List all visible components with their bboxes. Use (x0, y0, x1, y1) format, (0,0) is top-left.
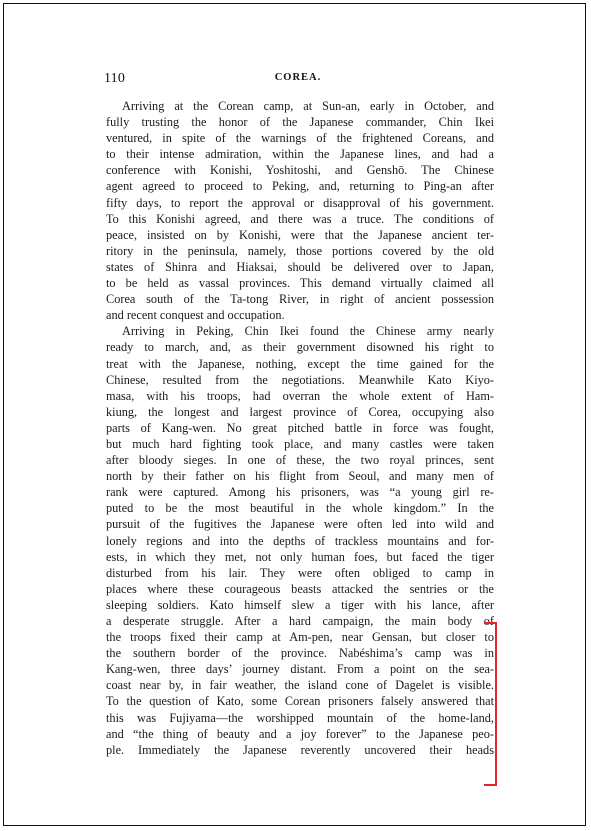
text-line: the troops fixed their camp at Am-pen, near Gensan, but closer to (106, 630, 494, 645)
body-text (106, 98, 494, 758)
text-line: Corea south of the Ta-tong River, in right of ancient possession (106, 292, 494, 307)
text-line: masa, with his troops, had overran the whole extent of Ham- (106, 388, 494, 403)
text-line: Arriving at the Corean camp, at Sun-an, early in October, and (122, 99, 494, 113)
text-line: ests, in which they met, not only human foes, but faced the tiger (106, 549, 494, 564)
text-line: and “the thing of beauty and a joy forever” to the Japanese peo- (106, 726, 494, 741)
text-line: To the question of Kato, some Corean prisoners falsely answered that (106, 694, 494, 709)
text-line: and recent conquest and occupation. (106, 308, 285, 323)
text-line: kiung, the longest and largest province of Corea, occupying also (106, 404, 494, 419)
text-line: ventured, in spite of the warnings of the frightened Coreans, and (106, 131, 494, 146)
text-line: lonely regions and into the depths of trackless mountains and for- (106, 533, 494, 548)
text-line: ritory in the peninsula, namely, those portions covered by the old (106, 243, 494, 258)
text-line: this was Fujiyama—the worshipped mountain of the home-land, (106, 710, 494, 725)
text-line: conference with Konishi, Yoshitoshi, and Genshō. The Chinese (106, 163, 494, 178)
text-line: the southern border of the province. Nabéshima’s camp was in (106, 646, 494, 661)
text-line: places where these courageous beasts attacked the sentries or the (106, 581, 494, 596)
annotation-bracket (484, 622, 497, 786)
text-line: states of Shinra and Hiaksai, should be delivered over to Japan, (106, 259, 494, 274)
text-line: to be held as vassal provinces. This demand virtually claimed all (106, 276, 494, 291)
text-line: Arriving in Peking, Chin Ikei found the Chinese army nearly (122, 324, 494, 339)
running-head: COREA. (274, 72, 322, 83)
text-line: disturbed from his lair. They were often obliged to camp in (106, 565, 494, 580)
text-line: after bloody sieges. In one of these, the two royal princes, sent (106, 453, 494, 468)
text-line: ple. Immediately the Japanese reverently uncovered their heads (106, 742, 494, 757)
text-line: ready to march, and, as their government disowned his right to (106, 340, 494, 355)
text-line: puted to be the most beautiful in the whole kingdom.” In the (106, 501, 494, 516)
paragraph (106, 323, 494, 758)
text-line: parts of Kang-wen. No great pitched battle in force was fought, (106, 420, 494, 435)
paragraph (106, 98, 494, 323)
text-line: agent agreed to proceed to Peking, and, returning to Ping-an after (106, 179, 494, 194)
text-line: fifty days, to report the approval or disapproval of his government. (106, 195, 494, 210)
text-line: Chinese, resulted from the negotiations. Meanwhile Kato Kiyo- (106, 372, 494, 387)
text-line: a desperate struggle. After a hard campaign, the main body of (106, 614, 494, 628)
text-line: north by their father on his flight from Seoul, and many men of (106, 469, 494, 484)
text-line: to their intense admiration, within the Japanese lines, and had a (106, 147, 494, 162)
page-header (104, 71, 492, 89)
text-line: treat with the Japanese, nothing, except the time gained for the (106, 356, 494, 371)
text-line: To this Konishi agreed, and there was a truce. The conditions of (106, 211, 494, 226)
text-line: pursuit of the fugitives the Japanese were often led into wild and (106, 517, 494, 532)
text-line: rank were captured. Among his prisoners, was “a young girl re- (106, 485, 494, 500)
text-line: Kang-wen, three days’ journey distant. From a point on the sea- (106, 662, 494, 677)
text-line: coast near by, in fair weather, the island cone of Dagelet is visible. (106, 678, 494, 693)
text-line: sleeping soldiers. Kato himself slew a tiger with his lance, after (106, 597, 494, 612)
text-line: peace, insisted on by Konishi, were that the Japanese ancient ter- (106, 227, 494, 242)
text-line: but much hard fighting took place, and many castles were taken (106, 436, 494, 451)
text-line: fully trusting the honor of the Japanese commander, Chin Ikei (106, 115, 494, 130)
page-number: 110 (104, 71, 126, 86)
